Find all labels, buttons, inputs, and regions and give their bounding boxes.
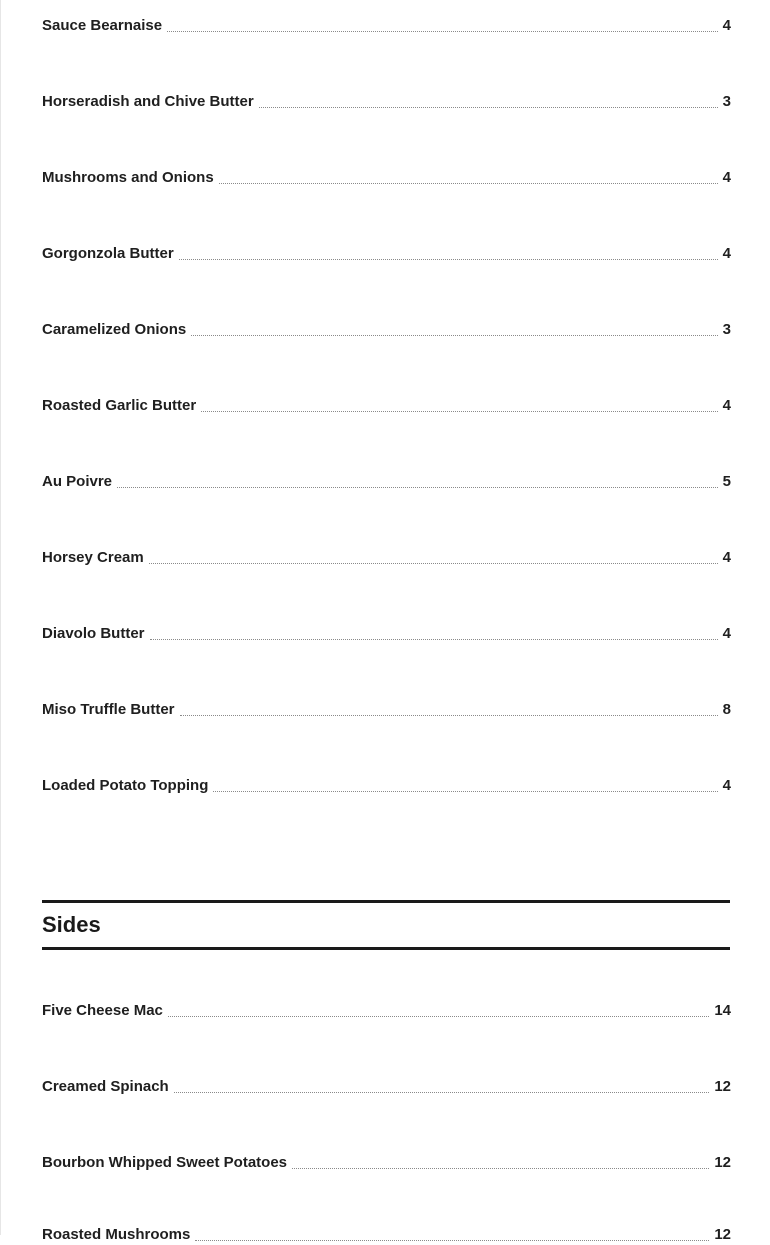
menu-item: [42, 776, 731, 796]
item-name: Au Poivre: [42, 473, 113, 490]
item-price: 12: [714, 1154, 731, 1171]
dot-leader: [149, 562, 718, 564]
item-name: Caramelized Onions: [42, 321, 187, 338]
item-name: Horseradish and Chive Butter: [42, 93, 254, 110]
menu-item: [42, 168, 731, 188]
item-price: 4: [722, 169, 731, 186]
item-name: Loaded Potato Topping: [42, 777, 209, 794]
item-price: 4: [722, 549, 731, 566]
menu-item: [42, 244, 731, 264]
dot-leader: [117, 486, 718, 488]
dot-leader: [168, 1015, 709, 1017]
item-name: Gorgonzola Butter: [42, 245, 174, 262]
item-price: 4: [722, 397, 731, 414]
item-price: 8: [722, 701, 731, 718]
sides-section-header: [42, 900, 730, 950]
item-price: 12: [714, 1226, 731, 1243]
dot-leader: [150, 638, 718, 640]
item-name: Miso Truffle Butter: [42, 701, 175, 718]
item-name: Sauce Bearnaise: [42, 17, 163, 34]
item-name: Horsey Cream: [42, 549, 144, 566]
item-price: 4: [722, 625, 731, 642]
menu-item: [42, 548, 731, 568]
item-price: 14: [714, 1002, 731, 1019]
item-name: Diavolo Butter: [42, 625, 145, 642]
menu-item: [42, 624, 731, 644]
item-price: 4: [722, 17, 731, 34]
menu-item: [42, 92, 731, 112]
menu-item: [42, 396, 731, 416]
dot-leader: [167, 30, 718, 32]
menu-item: [42, 1077, 731, 1097]
item-name: Creamed Spinach: [42, 1078, 169, 1095]
dot-leader: [213, 790, 717, 792]
item-price: 12: [714, 1078, 731, 1095]
dot-leader: [259, 106, 718, 108]
menu-item: [42, 472, 731, 492]
dot-leader: [191, 334, 717, 336]
item-price: 3: [722, 321, 731, 338]
menu-item: [42, 1001, 731, 1021]
item-price: 3: [722, 93, 731, 110]
item-name: Mushrooms and Onions: [42, 169, 214, 186]
dot-leader: [201, 410, 717, 412]
item-name: Roasted Mushrooms: [42, 1226, 191, 1243]
dot-leader: [179, 258, 718, 260]
dot-leader: [174, 1091, 710, 1093]
menu-item: [42, 1225, 731, 1245]
dot-leader: [292, 1167, 709, 1169]
section-title: Sides: [42, 912, 101, 937]
menu-item: [42, 16, 731, 36]
item-price: 5: [722, 473, 731, 490]
menu-item: [42, 700, 731, 720]
item-name: Roasted Garlic Butter: [42, 397, 197, 414]
item-name: Five Cheese Mac: [42, 1002, 163, 1019]
item-price: 4: [722, 245, 731, 262]
menu-item: [42, 320, 731, 340]
dot-leader: [180, 714, 718, 716]
menu-item: [42, 1153, 731, 1173]
item-price: 4: [722, 777, 731, 794]
item-name: Bourbon Whipped Sweet Potatoes: [42, 1154, 288, 1171]
dot-leader: [219, 182, 718, 184]
dot-leader: [195, 1239, 709, 1241]
